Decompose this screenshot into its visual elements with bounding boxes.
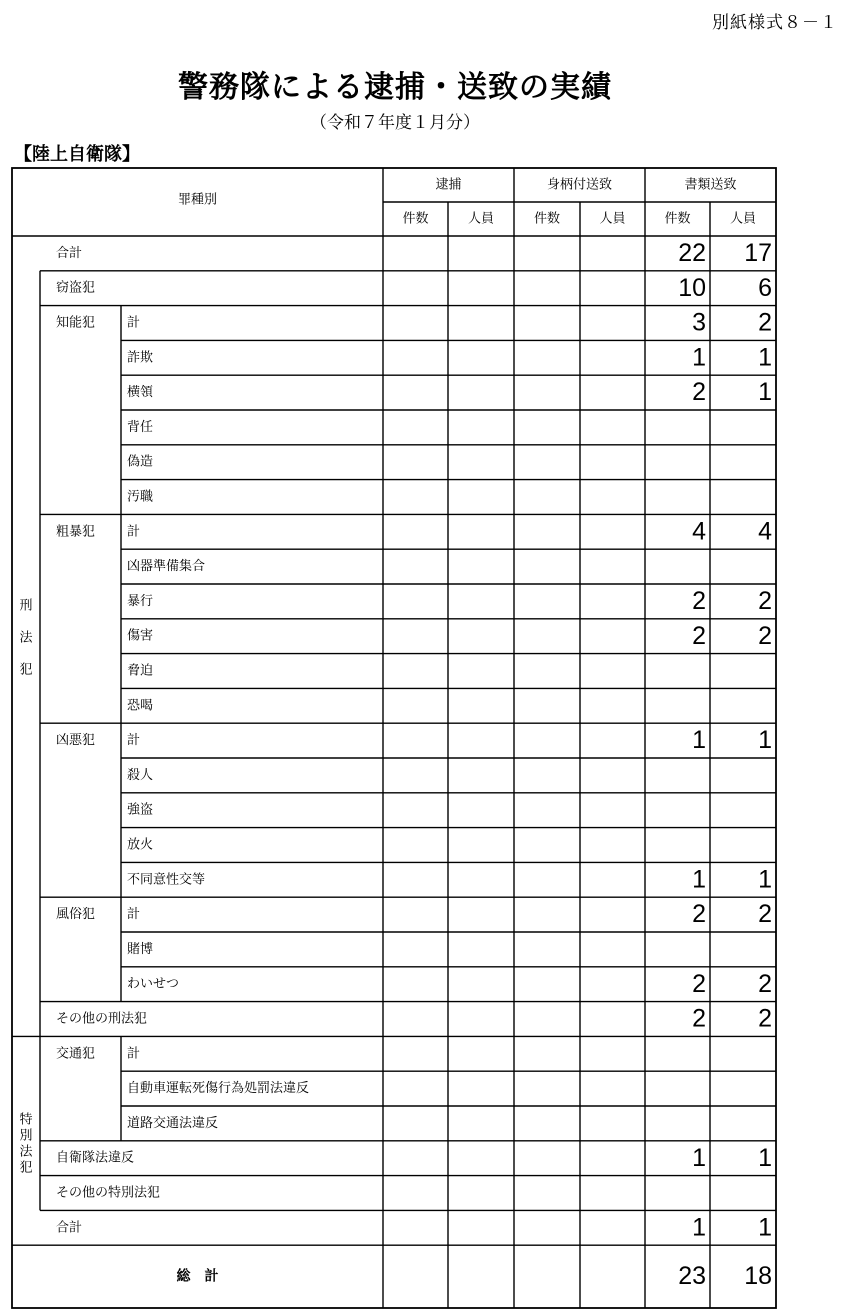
row-label: 計 [127,315,141,331]
special-section-label: 犯 [19,1160,33,1176]
page-subtitle: （令和７年度１月分） [310,113,480,133]
row-label: 自動車運転死傷行為処罰法違反 [127,1081,310,1097]
row-label: 合計 [56,245,83,261]
grand-total-value: 18 [744,1262,772,1291]
row-label: 不同意性交等 [127,872,206,888]
cell-value: 4 [692,517,706,546]
sub-header: 件数 [664,211,691,227]
cell-value: 1 [692,865,706,894]
row-label: 凶器準備集合 [127,559,206,575]
sub-header: 件数 [533,211,561,227]
row-label: 窃盗犯 [56,280,96,296]
penal-section-label: 犯 [19,662,33,678]
row-label: 背任 [127,419,154,435]
crime-type-header: 罪種別 [177,192,218,208]
cell-value: 2 [692,621,706,650]
cell-value: 6 [758,273,772,302]
cell-value: 17 [744,239,772,268]
group-label-traffic: 交通犯 [56,1046,96,1062]
cell-value: 1 [758,378,772,407]
cell-value: 3 [692,308,706,337]
cell-value: 2 [692,969,706,998]
cell-value: 22 [678,239,706,268]
row-label: 計 [127,1046,141,1062]
row-label: 暴行 [127,593,154,609]
penal-section-label: 刑 [19,598,33,614]
row-label: 賭博 [127,941,154,957]
group-label-intellectual: 知能犯 [56,315,96,331]
cell-value: 1 [692,1143,706,1172]
row-label: 殺人 [127,767,154,783]
penal-section-label: 法 [19,630,33,646]
sub-header: 人員 [729,211,757,227]
cell-value: 2 [692,587,706,616]
row-label: その他の特別法犯 [56,1185,161,1201]
page-title: 警務隊による逮捕・送致の実績 [178,70,612,105]
cell-value: 1 [758,726,772,755]
cell-value: 2 [758,900,772,929]
sub-header: 人員 [467,211,495,227]
row-label: 計 [127,907,141,923]
cell-value: 1 [692,343,706,372]
row-label: その他の刑法犯 [56,1011,148,1027]
cell-value: 10 [678,273,706,302]
cell-value: 1 [758,1143,772,1172]
cell-value: 1 [758,1213,772,1242]
row-label: 脅迫 [127,663,154,679]
row-label: 自衛隊法違反 [56,1150,135,1166]
row-label: わいせつ [127,976,180,992]
cell-value: 2 [758,1004,772,1033]
cell-value: 1 [692,1213,706,1242]
row-label: 横領 [127,385,154,401]
cell-value: 2 [692,378,706,407]
cell-value: 2 [758,969,772,998]
grand-total-value: 23 [678,1262,706,1291]
cell-value: 2 [758,621,772,650]
sub-header: 人員 [599,211,626,227]
grand-total-label: 総 計 [176,1268,219,1285]
row-label: 詐欺 [127,350,154,366]
special-section-label: 特 [19,1112,33,1128]
row-label: 計 [127,733,141,749]
row-label: 合計 [56,1220,83,1236]
cell-value: 2 [758,308,772,337]
row-label: 放火 [127,837,154,853]
form-number: 別紙様式８－１ [712,13,838,33]
cell-value: 2 [758,587,772,616]
cell-value: 2 [692,1004,706,1033]
group-header: 逮捕 [435,177,462,193]
group-header: 書類送致 [684,177,737,193]
row-label: 道路交通法違反 [127,1115,219,1131]
cell-value: 2 [692,900,706,929]
row-label: 汚職 [127,489,154,505]
row-label: 計 [127,524,141,540]
cell-value: 4 [758,517,772,546]
row-label: 傷害 [127,628,154,644]
sub-header: 件数 [402,211,429,227]
row-label: 恐喝 [127,698,154,714]
group-label-heinous: 凶悪犯 [56,733,96,749]
unit-label: 【陸上自衛隊】 [14,144,140,165]
special-section-label: 法 [19,1144,33,1160]
cell-value: 1 [692,726,706,755]
group-label-violent: 粗暴犯 [56,524,96,540]
row-label: 強盗 [127,802,154,818]
row-label: 偽造 [127,454,154,470]
group-header: 身柄付送致 [546,177,613,193]
cell-value: 1 [758,343,772,372]
group-label-moral: 風俗犯 [56,907,96,923]
cell-value: 1 [758,865,772,894]
special-section-label: 別 [19,1128,33,1144]
